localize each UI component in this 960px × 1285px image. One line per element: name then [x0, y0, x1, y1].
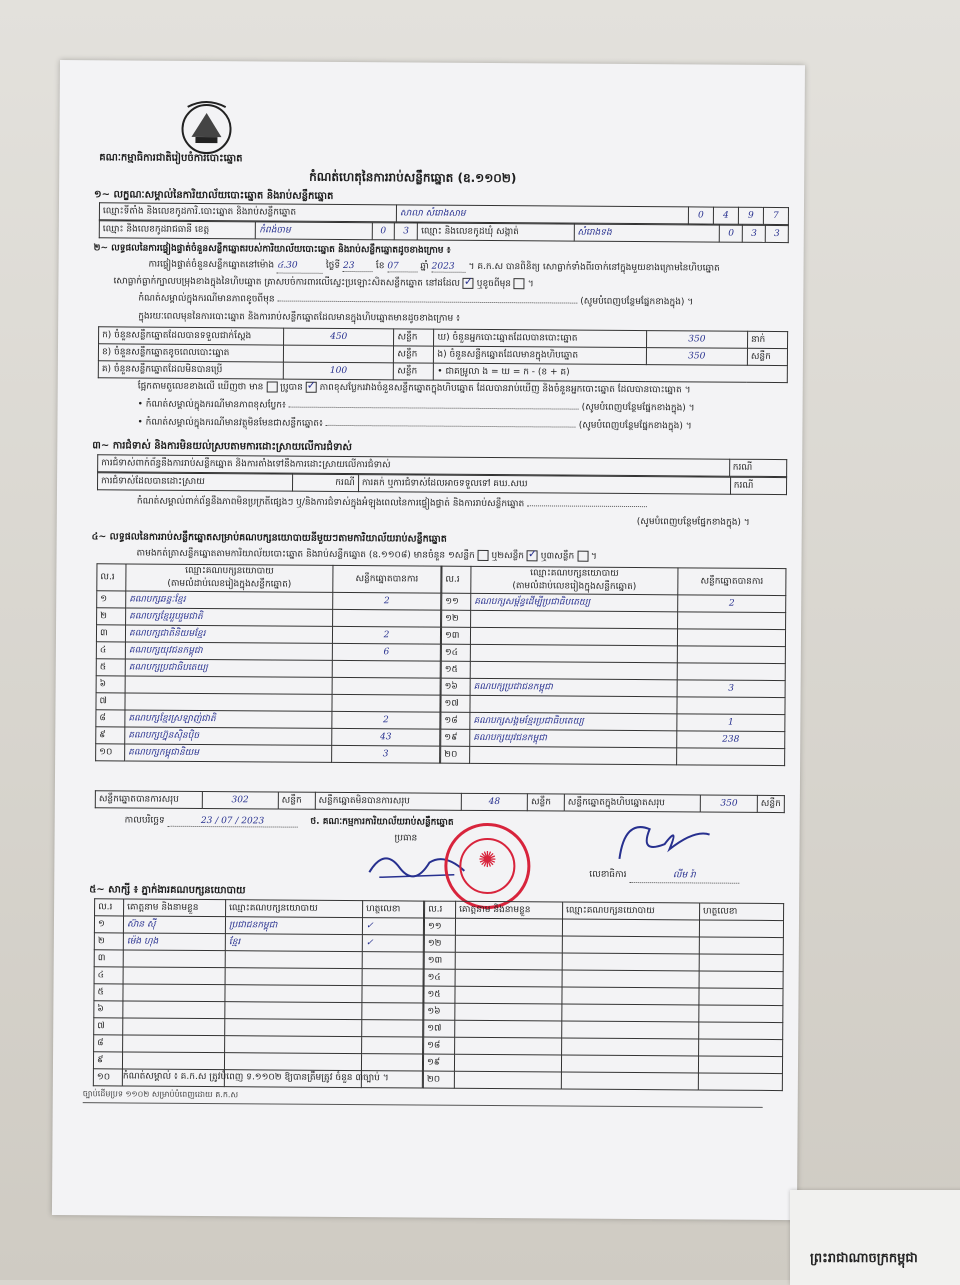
footer-note: កំណត់សម្គាល់ ៖ គ.ក.ស ត្រូវបំពេញ ទ.១១០២ ឱ្យបានត្រឹមត្រូវ ចំនួន ៣ច្បាប់ ។: [122, 1071, 389, 1084]
party-name: គណបក្សប្រជាជនកម្ពុជា: [470, 678, 677, 696]
bullet-note-2: [137, 417, 787, 435]
in-box-label: ង) ចំនួនសន្លឹកឆ្នោតដែលមានក្នុងហិបឆ្នោត: [434, 346, 646, 364]
empty-cell: [699, 988, 783, 1006]
date-value: 23 / 07 / 2023: [168, 816, 298, 828]
bullet2-label: • កំណត់សម្គាល់ក្នុងករណីមានវត្ថុមិនមែនជាសន្លឹកឆ្នោត៖: [137, 417, 324, 429]
valid-votes: 2: [333, 592, 441, 610]
valid-votes: [677, 663, 785, 681]
row-number: ១០: [96, 744, 125, 761]
valid-total-value: 302: [202, 792, 278, 810]
row-number: ១៨: [441, 712, 470, 729]
bullet1-hint: (សូមបំពេញបន្ថែមផ្នែកខាងក្នុង) ។: [581, 402, 695, 414]
two-sheets-checkbox[interactable]: [527, 550, 538, 561]
party-name: [471, 610, 678, 628]
empty-cell: [699, 1039, 783, 1057]
row-number: ១៨: [424, 1037, 455, 1054]
col-votes: សន្លឹកឆ្នោតបានការ: [678, 568, 786, 596]
empty-cell: [699, 971, 783, 989]
seal-damaged-checkbox[interactable]: [514, 278, 525, 289]
secretary-label: លេខាធិការ: [589, 869, 627, 880]
seal-check-line: សោធ្លាក់ធ្លាក់ក្បាលបម្រុងខាងក្នុងនៃហិបឆ្នោត គ្រាសបច់ការពារលើស្ទេះប្រឡោះសិតសន្លឹកឆ្នោត នៅដដែល ✓ ឬខូចពីមុន ។: [113, 275, 533, 291]
seal-text: សោធ្លាក់ធ្លាក់ក្បាលបម្រុងខាងក្នុងនៃហិបឆ្នោត គ្រាសបច់ការពារលើស្ទេះប្រឡោះសិតសន្លឹកឆ្នោត នៅដដែល: [113, 276, 461, 289]
valid-votes: 3: [332, 745, 440, 763]
row-number: ១៥: [424, 986, 455, 1003]
party-name: [470, 746, 677, 764]
row-number: ៣: [94, 950, 123, 967]
official-seal-stamp-icon: ✺: [444, 823, 531, 910]
location-value: សាលា សំរោងសាម: [396, 205, 688, 224]
commune-value: សំរោងទង: [574, 224, 720, 242]
witness-signature: [361, 1054, 422, 1071]
section1-title: ១~ លក្ខណៈសម្គាល់នៃការិយាល័យបោះឆ្នោត និងរាប់សន្លឹកឆ្នោត: [94, 189, 334, 202]
row-number: ៨: [96, 710, 125, 727]
location-label: ឈ្មោះទីតាំង និងលេខកូដការិ.បោះឆ្នោត និងរាប់សន្លឹកឆ្នោត: [99, 203, 396, 222]
valid-votes: 2: [332, 711, 440, 729]
verify-option-b: ភាពខុសប្លែករវាងចំនួនសន្លឹកឆ្នោតក្នុងហិបឆ្នោត ដែលបានរាប់ឃើញ និងចំនួនអ្នកបោះឆ្នោត ដែលបានបោះឆ្នោត ។: [319, 382, 691, 396]
witness-party: [225, 1036, 362, 1054]
witness-party: [224, 1053, 361, 1071]
witness-signature: [362, 986, 423, 1003]
spoiled-label: ខ) ចំនួនសន្លឹកឆ្នោតខូចពេលបោះឆ្នោត: [98, 344, 283, 362]
valid-votes: [677, 629, 785, 647]
damage-note-hint: (សូមបំពេញបន្ថែមផ្នែកខាងក្នុង) ។: [580, 296, 694, 308]
invalid-total-value: 48: [461, 793, 527, 810]
valid-votes: [678, 612, 786, 630]
row-number: ៩: [93, 1052, 122, 1069]
col-votes: សន្លឹកឆ្នោតបានការ: [333, 565, 441, 593]
row-number: ៣: [96, 625, 125, 642]
party-name: គណបក្សខ្មែររួបរួមជាតិ: [126, 608, 333, 626]
objection-row1-label: ការជំទាស់ពាក់ព័ន្ធនឹងការរាប់សន្លឹកឆ្នោត និងការតាំងទៅនឹងការដោះស្រាយលើការជំទាស់: [98, 455, 730, 476]
row-number: ៥: [96, 659, 125, 676]
two-sheets-label: ឬ២សន្លឹក: [491, 551, 525, 562]
empty-cell: [562, 936, 699, 954]
valid-votes: [677, 646, 785, 664]
party-name: [470, 627, 677, 645]
resolved-objection-unit: ករណី: [292, 474, 358, 491]
bullet-note-1: [138, 399, 788, 417]
empty-cell: [455, 1003, 562, 1021]
unit: សន្លឹក: [757, 795, 784, 812]
col-party: ឈ្មោះគណបក្សនយោបាយ: [226, 900, 363, 918]
row-number: ១: [97, 591, 126, 608]
row-number: ១៤: [424, 969, 455, 986]
row-number: ២: [97, 608, 126, 625]
party-name: គណបក្សប្រជាធិបតេយ្យ: [125, 659, 332, 677]
witness-signature: ✓: [362, 935, 423, 952]
row-number: ១៧: [424, 1020, 455, 1037]
section1-table-row2: [99, 220, 789, 243]
secretary-signature-icon: [609, 814, 719, 870]
location-code-digit: 4: [713, 207, 738, 224]
party-name: គណបក្សយុវជនកម្ពុជា: [470, 729, 677, 747]
row-number: ៤: [94, 967, 123, 984]
time-label: ការផ្ទៀងផ្ទាត់ចំនួនសន្លឹកឆ្នោតនៅម៉ោង: [148, 259, 275, 271]
empty-cell: [561, 1072, 698, 1090]
party-name: [125, 676, 332, 694]
secretary-name: លីម រ៉ា: [629, 869, 739, 884]
witness-name: [122, 1052, 224, 1070]
row-number: ៦: [96, 676, 125, 693]
party-name: គណបក្សខ្មែរស្រឡាញ់ជាតិ: [125, 710, 332, 728]
row-number: ១៩: [423, 1054, 454, 1071]
intro-tail: ។ គ.ក.ស បានពិនិត្យ សោធ្លាក់ទាំងពីរចាក់នៅក្នុងមួយខាងក្រោមនៃហិបឆ្នោត: [468, 261, 720, 274]
col-no: ល.រ: [442, 566, 471, 593]
col-signature: ហត្ថលេខា: [363, 901, 424, 918]
unused-value: 100: [283, 362, 394, 380]
voters-label: ឃ) ចំនួនអ្នកបោះឆ្នោតដែលបានបោះឆ្នោត: [434, 329, 646, 347]
received-label: ក) ចំនួនសន្លឹកឆ្នោតដែលបានទទួលជាក់ស្តែង: [99, 327, 284, 345]
col-name: គោត្តនាម និងនាមខ្លួន: [456, 901, 563, 919]
year-label: ឆ្នាំ: [420, 261, 429, 272]
forwarded-objection-unit: ករណី: [730, 477, 786, 494]
row-number: ១៦: [441, 678, 470, 695]
committee-label: ថ. គណៈកម្មការការិយាល័យរាប់សន្លឹកឆ្នោត: [310, 816, 454, 828]
row-number: ១៤: [441, 644, 470, 661]
witness-name: [123, 967, 225, 985]
location-code-digit: 0: [688, 207, 713, 224]
invalid-total-label: សន្លឹកឆ្នោតមិនបានការសរុប: [315, 792, 461, 810]
unit: សន្លឹក: [747, 348, 787, 365]
party-name: គណបក្សសម្ព័ន្ធដើម្បីប្រជាធិបតេយ្យ: [471, 593, 678, 611]
valid-votes: 43: [332, 728, 440, 746]
time-value: ៤.30: [277, 260, 323, 274]
valid-votes: 1: [677, 714, 785, 732]
witness-table-right: [423, 901, 784, 1092]
section2-title: ២~ លទ្ធផលនៃការផ្ទៀងផ្ទាត់ចំនួនសន្លឹកឆ្នោតរបស់ការិយាល័យបោះឆ្នោត និងរាប់សន្លឹកឆ្នោតដូចខាងក្រោម ៖: [93, 243, 451, 256]
witness-party: [225, 968, 362, 986]
unused-label: គ) ចំនួនសន្លឹកឆ្នោតដែលមិនបានប្រើ: [98, 361, 283, 379]
witness-party: [225, 1019, 362, 1037]
box-total-label: សន្លឹកឆ្នោតក្នុងហិបឆ្នោតសរុប: [564, 794, 701, 812]
witness-name: ស៊ាន ស៊ី: [123, 916, 225, 934]
empty-cell: [699, 920, 783, 938]
bullet1-label: • កំណត់សម្គាល់ក្នុងករណីមានភាពខុសប្លែក៖: [137, 399, 286, 411]
day-label: ថ្ងៃទី: [325, 260, 341, 271]
row-number: ១៥: [441, 661, 470, 678]
unit: សន្លឹក: [394, 346, 434, 363]
witness-name: [123, 950, 225, 968]
table-row: [96, 744, 440, 763]
secretary-line: [589, 869, 739, 884]
valid-votes: 6: [332, 643, 440, 661]
box-total-value: 350: [701, 795, 758, 812]
valid-votes: 2: [678, 595, 786, 613]
witness-name: [123, 1001, 225, 1019]
row-number: ១១: [424, 918, 455, 935]
valid-votes: [332, 677, 440, 695]
results-totals: [95, 790, 785, 813]
empty-cell: [562, 1021, 699, 1039]
party-name: [470, 644, 677, 662]
unit: សន្លឹក: [278, 792, 315, 809]
col-no: ល.រ: [95, 899, 124, 916]
valid-votes: 238: [677, 731, 785, 749]
party-name: គណបក្សសង្គមខ្មែរប្រជាធិបតេយ្យ: [470, 712, 677, 730]
col-party: [126, 564, 333, 592]
irregularity-note: [137, 496, 647, 513]
verify-line: [138, 381, 691, 398]
row-number: ១: [94, 916, 123, 933]
col-party: [471, 566, 678, 594]
witness-signature: ✓: [362, 918, 423, 935]
unit: សន្លឹក: [394, 363, 434, 380]
in-box-value: 350: [646, 348, 747, 366]
empty-cell: [455, 952, 562, 970]
empty-cell: [562, 970, 699, 988]
row-number: ២០: [441, 746, 470, 763]
empty-cell: [455, 918, 562, 936]
date-line: [125, 814, 454, 829]
row-number: ១២: [424, 935, 455, 952]
party-name: គណបក្សហ្វ៊ុនស៊ិនប៉ិច: [125, 727, 332, 745]
party-name: [470, 695, 677, 713]
row-number: ១០: [93, 1069, 122, 1086]
one-sheet-checkbox[interactable]: [478, 550, 489, 561]
irregularity-note-label: កំណត់សម្គាល់ពាក់ព័ន្ធនឹងភាពមិនប្រក្រតីផ្សេងៗ ឬ/និងការជំទាស់ក្នុងអំឡុងពេលនៃការផ្ទៀងផ្ទាត់ និងការរាប់សន្លឹកឆ្នោត: [136, 496, 525, 510]
form-title: កំណត់ហេតុនៃការរាប់សន្លឹកឆ្នោត (ឧ.១១០២): [309, 169, 517, 186]
seal-intact-checkbox[interactable]: [463, 278, 474, 289]
row-number: ១៩: [441, 729, 470, 746]
three-sheets-checkbox[interactable]: [577, 551, 588, 562]
party-name: គណបក្សកម្ពុជានិយម: [125, 744, 332, 762]
difference-checkbox[interactable]: [306, 382, 317, 393]
bullet2-hint: (សូមបំពេញបន្ថែមផ្នែកខាងក្នុង) ។: [578, 420, 692, 432]
unit: សន្លឹក: [394, 329, 434, 346]
col-no: ល.រ: [425, 901, 456, 918]
president-label: ប្រធាន: [394, 833, 418, 844]
party-name: [125, 693, 332, 711]
valid-votes: 2: [332, 626, 440, 644]
empty-cell: [699, 1022, 783, 1040]
damaged-label: ឬខូចពីមុន: [476, 278, 512, 290]
witness-party: ខ្មែរ: [225, 934, 362, 952]
forwarded-objection-label: ការគក់ ឬការជំទាស់ដែលអាចទទួលទៅ គឃ.សឃ: [358, 475, 730, 495]
row-number: ៦: [94, 1001, 123, 1018]
empty-cell: [454, 1071, 561, 1089]
witness-signature: [362, 969, 423, 986]
commune-label: ឈ្មោះ និងលេខកូដឃុំ សង្កាត់: [418, 223, 574, 241]
row-number: ៩: [96, 727, 125, 744]
col-party-label: ឈ្មោះគណបក្សនយោបាយ: [530, 568, 619, 579]
empty-cell: [454, 1054, 561, 1072]
no-difference-checkbox[interactable]: [266, 381, 277, 392]
row-number: ៥: [94, 984, 123, 1001]
objection-table-row2: [97, 472, 787, 495]
month-label: ខែ: [375, 261, 385, 272]
empty-cell: [562, 1004, 699, 1022]
damage-note-line: [138, 293, 693, 310]
row-number: ២: [94, 933, 123, 950]
valid-votes: [332, 660, 440, 678]
row-number: ៨: [94, 1035, 123, 1052]
section5-title: ៥~ សាក្សី ៖ ភ្នាក់ងារគណបក្សនយោបាយ: [89, 884, 246, 897]
resolved-objection-label: ការជំទាស់ដែលបានដោះស្រាយ: [98, 473, 293, 491]
voters-value: 350: [646, 331, 747, 349]
row-number: ៤: [96, 642, 125, 659]
province-code-digit: 0: [372, 223, 395, 240]
valid-votes: [677, 697, 785, 715]
row-number: ២០: [423, 1071, 454, 1088]
empty-cell: [699, 954, 783, 972]
ballot-count-table: [98, 326, 788, 383]
valid-votes: [332, 694, 440, 712]
commune-code-digit: 0: [720, 225, 743, 242]
row-number: ១៦: [424, 1003, 455, 1020]
verification-time-line: [149, 259, 720, 277]
empty-cell: [699, 937, 783, 955]
verify-option-a: ប្រូបាន: [280, 382, 303, 393]
location-code-digit: 7: [763, 207, 788, 224]
row-number: ១៧: [441, 695, 470, 712]
witness-table-left: [93, 898, 424, 1088]
day-value: 23: [343, 261, 373, 272]
adjacent-document: [790, 1190, 960, 1285]
col-party-label: ឈ្មោះគណបក្សនយោបាយ: [185, 565, 274, 577]
empty-cell: [455, 1020, 562, 1038]
col-signature: ហត្ថលេខា: [700, 903, 784, 921]
empty-cell: [562, 953, 699, 971]
year-value: 2023: [432, 262, 466, 273]
empty-cell: [698, 1056, 782, 1074]
col-name: គោត្តនាម និងនាមខ្លួន: [124, 899, 226, 917]
table-row: [423, 1071, 782, 1091]
party-name: គណបក្សយុវជនកម្ពុជា: [125, 642, 332, 660]
commune-code-digit: 3: [742, 225, 765, 242]
col-party-sub: (តាមលំដាប់លេខរៀងក្នុងសន្លឹកឆ្នោត): [512, 581, 637, 593]
empty-cell: [455, 935, 562, 953]
row-number: ១៣: [424, 952, 455, 969]
formula: • ជាគម្រូលា ង = ឃ = ក - (ខ + គ): [434, 363, 788, 382]
province-code-digit: 3: [395, 223, 418, 240]
valid-votes: [677, 748, 785, 766]
org-name: គណៈកម្មាធិការជាតិរៀបចំការបោះឆ្នោត: [99, 152, 243, 165]
witness-party: [225, 1002, 362, 1020]
irregularity-hint: (សូមបំពេញបន្ថែមផ្នែកខាងក្នុង) ។: [636, 517, 750, 528]
col-party-sub: (តាមលំដាប់លេខរៀងក្នុងសន្លឹកឆ្នោត): [167, 578, 292, 590]
month-value: 07: [387, 261, 417, 272]
empty-cell: [455, 969, 562, 987]
footer-rule: [83, 1102, 763, 1108]
results-table-right: [440, 566, 786, 766]
damage-note-label: កំណត់សម្គាល់ក្នុងករណីមានភាពខូចពីមុន: [138, 293, 275, 305]
party-name: គណបក្សឆន្ទៈខ្មែរ: [126, 591, 333, 609]
results-table-left: [95, 563, 441, 763]
row-number: ៧: [94, 1018, 123, 1035]
adjacent-document-title: ព្រះរាជាណាចក្រកម្ពុជា: [810, 1251, 918, 1266]
witness-signature: [362, 1020, 423, 1037]
received-value: 450: [283, 328, 394, 346]
empty-cell: [455, 986, 562, 1004]
tally-intro: តាមងកត់ត្រាសន្លឹកឆ្នោតតាមការិយាល័យបោះឆ្នោត និងរាប់សន្លឹកឆ្នោត (ឧ.១១០៨) មានចំនួន ១សន្លឹក: [136, 548, 475, 561]
location-code-digit: 9: [738, 207, 763, 224]
col-no: ល.រ: [97, 564, 126, 591]
row-number: ៧: [96, 693, 125, 710]
row-number: ១៣: [441, 627, 470, 644]
witness-signature: [362, 1003, 423, 1020]
spoiled-value: [283, 345, 394, 363]
section3-title: ៣~ ការជំទាស់ និងការមិនយល់ស្របតាមការដោះស្រាយលើការជំទាស់: [92, 440, 352, 454]
footer-reference: ច្បាប់ដើមប្រទ ១១០២ សម្រាប់បំពេញដោយ គ.ក.ស: [82, 1089, 239, 1100]
commune-code-digit: 3: [765, 225, 788, 242]
empty-cell: [455, 1037, 562, 1055]
row-number: ១១: [442, 593, 471, 610]
witness-party: [225, 951, 362, 969]
valid-total-label: សន្លឹកឆ្នោតបានការសរុប: [95, 791, 202, 809]
party-name: [470, 661, 677, 679]
date-label: កាលបរិច្ឆេទ: [124, 815, 165, 826]
empty-cell: [699, 1005, 783, 1023]
witness-signature: [362, 952, 423, 969]
witness-signature: [362, 1037, 423, 1054]
unit: នាក់: [747, 331, 787, 348]
witness-name: [123, 984, 225, 1002]
unit: សន្លឹក: [527, 794, 564, 811]
witness-name: [123, 1035, 225, 1053]
col-party: ឈ្មោះគណបក្សនយោបាយ: [563, 902, 700, 920]
report-form-sheet: [52, 60, 805, 1220]
three-sheets-label: ឬ៣សន្លឹក: [540, 551, 575, 562]
section4-title: ៤~ លទ្ធផលនៃការរាប់សន្លឹកឆ្នោតសម្រាប់គណបក្សនយោបាយនីមួយៗតាមការិយាល័យរាប់សន្លឹកឆ្នោត: [91, 531, 447, 545]
row-number: ១២: [442, 610, 471, 627]
valid-votes: 3: [677, 680, 785, 698]
witness-name: ម៉េង ហុង: [123, 933, 225, 951]
table-row: [441, 746, 785, 765]
witness-party: ប្រជាជនកម្ពុជា: [225, 917, 362, 935]
province-label: ឈ្មោះ និងលេខកូដរាជធានី ខេត្ត: [99, 221, 256, 239]
count-intro: ក្នុងរយៈពេលមុននៃការបោះឆ្នោត និងការរាប់សន្លឹកឆ្នោតដែលមានក្នុងហិបឆ្នោតមានដូចខាងក្រោម ៖: [138, 311, 461, 324]
empty-cell: [562, 919, 699, 937]
national-election-committee-logo-icon: [177, 99, 235, 157]
verify-label: ផ្អែកតាមតួលេខខាងលើ ឃើញថា មាន: [137, 381, 264, 393]
witness-party: [225, 985, 362, 1003]
empty-cell: [561, 1055, 698, 1073]
objection-row1-unit: ករណី: [729, 459, 787, 476]
valid-votes: [333, 609, 441, 627]
province-value: កំពង់ចាម: [256, 222, 372, 240]
empty-cell: [562, 987, 699, 1005]
tally-sheet-count-line: តាមងកត់ត្រាសន្លឹកឆ្នោតតាមការិយាល័យបោះឆ្នោត និងរាប់សន្លឹកឆ្នោត (ឧ.១១០៨) មានចំនួន ១សន្លឹក ឬ២សន្លឹក ✓ ឬ៣សន្លឹក ។: [137, 548, 597, 564]
ballot-count-row: [98, 361, 787, 383]
party-name: គណបក្សជាតិនិយមខ្មែរ: [125, 625, 332, 643]
empty-cell: [698, 1073, 782, 1091]
empty-cell: [562, 1038, 699, 1056]
witness-name: [123, 1018, 225, 1036]
